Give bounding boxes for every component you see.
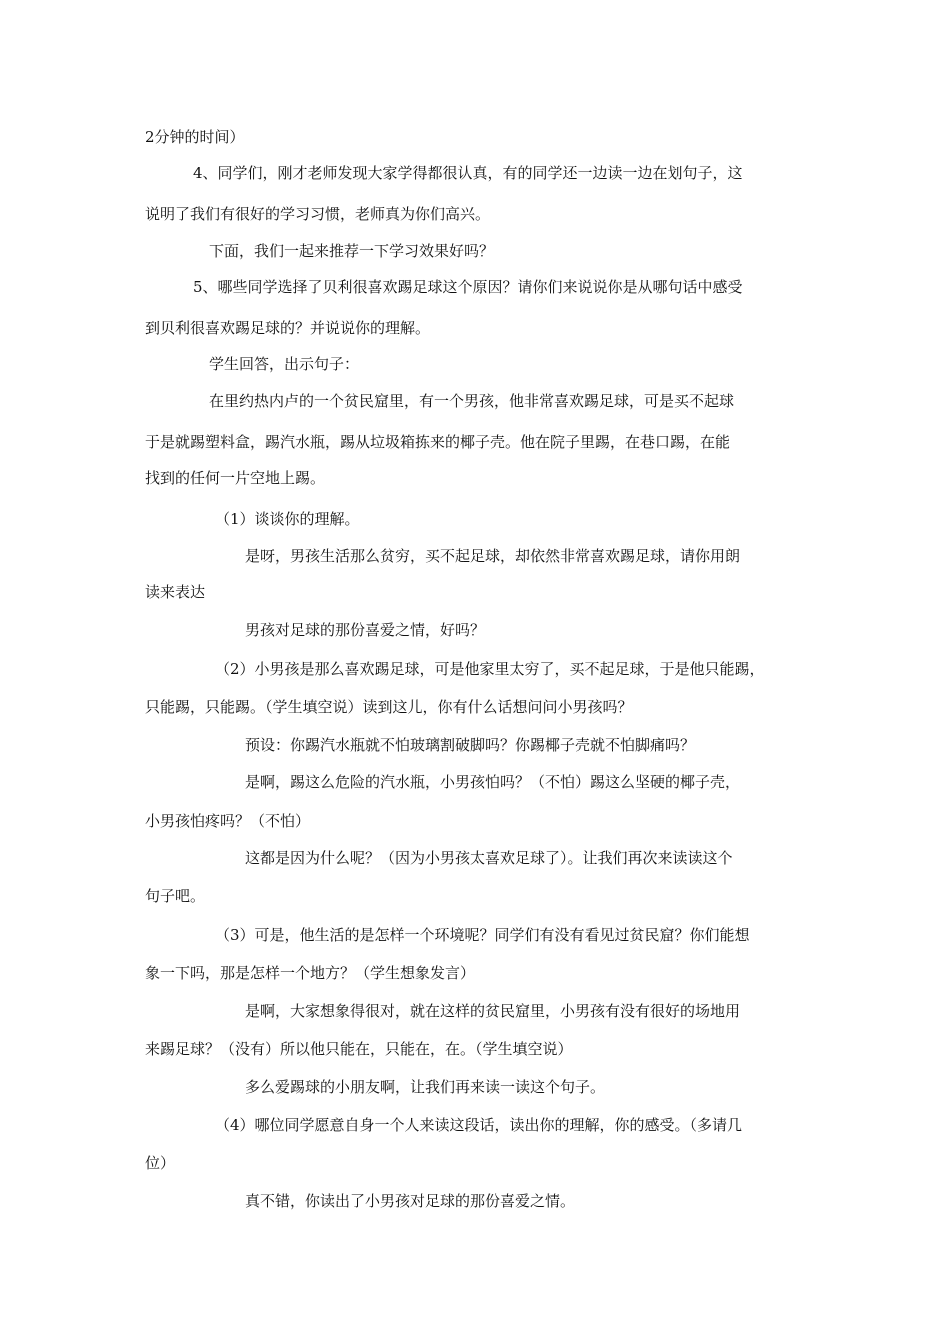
text-line: 是啊，大家想象得很对，就在这样的贫民窟里，小男孩有没有很好的场地用: [245, 1002, 741, 1020]
text-line: 句子吧。: [145, 887, 206, 905]
text-line: 是啊，踢这么危险的汽水瓶，小男孩怕吗？（不怕）踢这么坚硬的椰子壳，: [245, 773, 741, 791]
text-line: 下面，我们一起来推荐一下学习效果好吗？: [209, 242, 495, 260]
text-line: （1）谈谈你的理解。: [215, 510, 360, 528]
text-line: 在里约热内卢的一个贫民窟里，有一个男孩，他非常喜欢踢足球，可是买不起球: [209, 392, 735, 410]
text-line: 预设：你踢汽水瓶就不怕玻璃割破脚吗？你踢椰子壳就不怕脚痛吗？: [245, 736, 696, 754]
text-line: 象一下吗，那是怎样一个地方？（学生想象发言）: [145, 964, 476, 982]
text-line: 这都是因为什么呢？（因为小男孩太喜欢足球了）。让我们再次来读读这个: [245, 849, 733, 867]
text-line: 学生回答，出示句子：: [209, 355, 360, 373]
text-line: 小男孩怕疼吗？（不怕）: [145, 812, 311, 830]
text-line: 来踢足球？（没有）所以他只能在，只能在，在。（学生填空说）: [145, 1040, 573, 1058]
text-line: 男孩对足球的那份喜爱之情，好吗？: [245, 621, 486, 639]
text-line: 4、同学们，刚才老师发现大家学得都很认真，有的同学还一边读一边在划句子，这: [193, 164, 743, 182]
text-line: 读来表达: [145, 583, 206, 601]
text-line: （2）小男孩是那么喜欢踢足球，可是他家里太穷了，买不起足球，于是他只能踢，: [215, 660, 765, 678]
text-line: 5、哪些同学选择了贝利很喜欢踢足球这个原因？请你们来说说你是从哪句话中感受: [193, 278, 743, 296]
text-line: 真不错，你读出了小男孩对足球的那份喜爱之情。: [245, 1192, 576, 1210]
text-line: 找到的任何一片空地上踢。: [145, 469, 326, 487]
text-line: 2分钟的时间）: [145, 128, 245, 146]
text-line: （4）哪位同学愿意自身一个人来读这段话，读出你的理解，你的感受。（多请几: [215, 1116, 743, 1134]
text-line: 只能踢，只能踢。（学生填空说）读到这儿，你有什么话想问问小男孩吗？: [145, 698, 633, 716]
text-line: 到贝利很喜欢踢足球的？并说说你的理解。: [145, 319, 431, 337]
text-line: 说明了我们有很好的学习习惯，老师真为你们高兴。: [145, 205, 491, 223]
text-line: 是呀，男孩生活那么贫穷，买不起足球，却依然非常喜欢踢足球，请你用朗: [245, 547, 741, 565]
text-line: 位）: [145, 1154, 176, 1172]
text-line: 多么爱踢球的小朋友啊，让我们再来读一读这个句子。: [245, 1078, 606, 1096]
text-line: （3）可是，他生活的是怎样一个环境呢？同学们有没有看见过贫民窟？你们能想: [215, 926, 750, 944]
text-line: 于是就踢塑料盒，踢汽水瓶，踢从垃圾箱拣来的椰子壳。他在院子里踢，在巷口踢，在能: [145, 433, 731, 451]
